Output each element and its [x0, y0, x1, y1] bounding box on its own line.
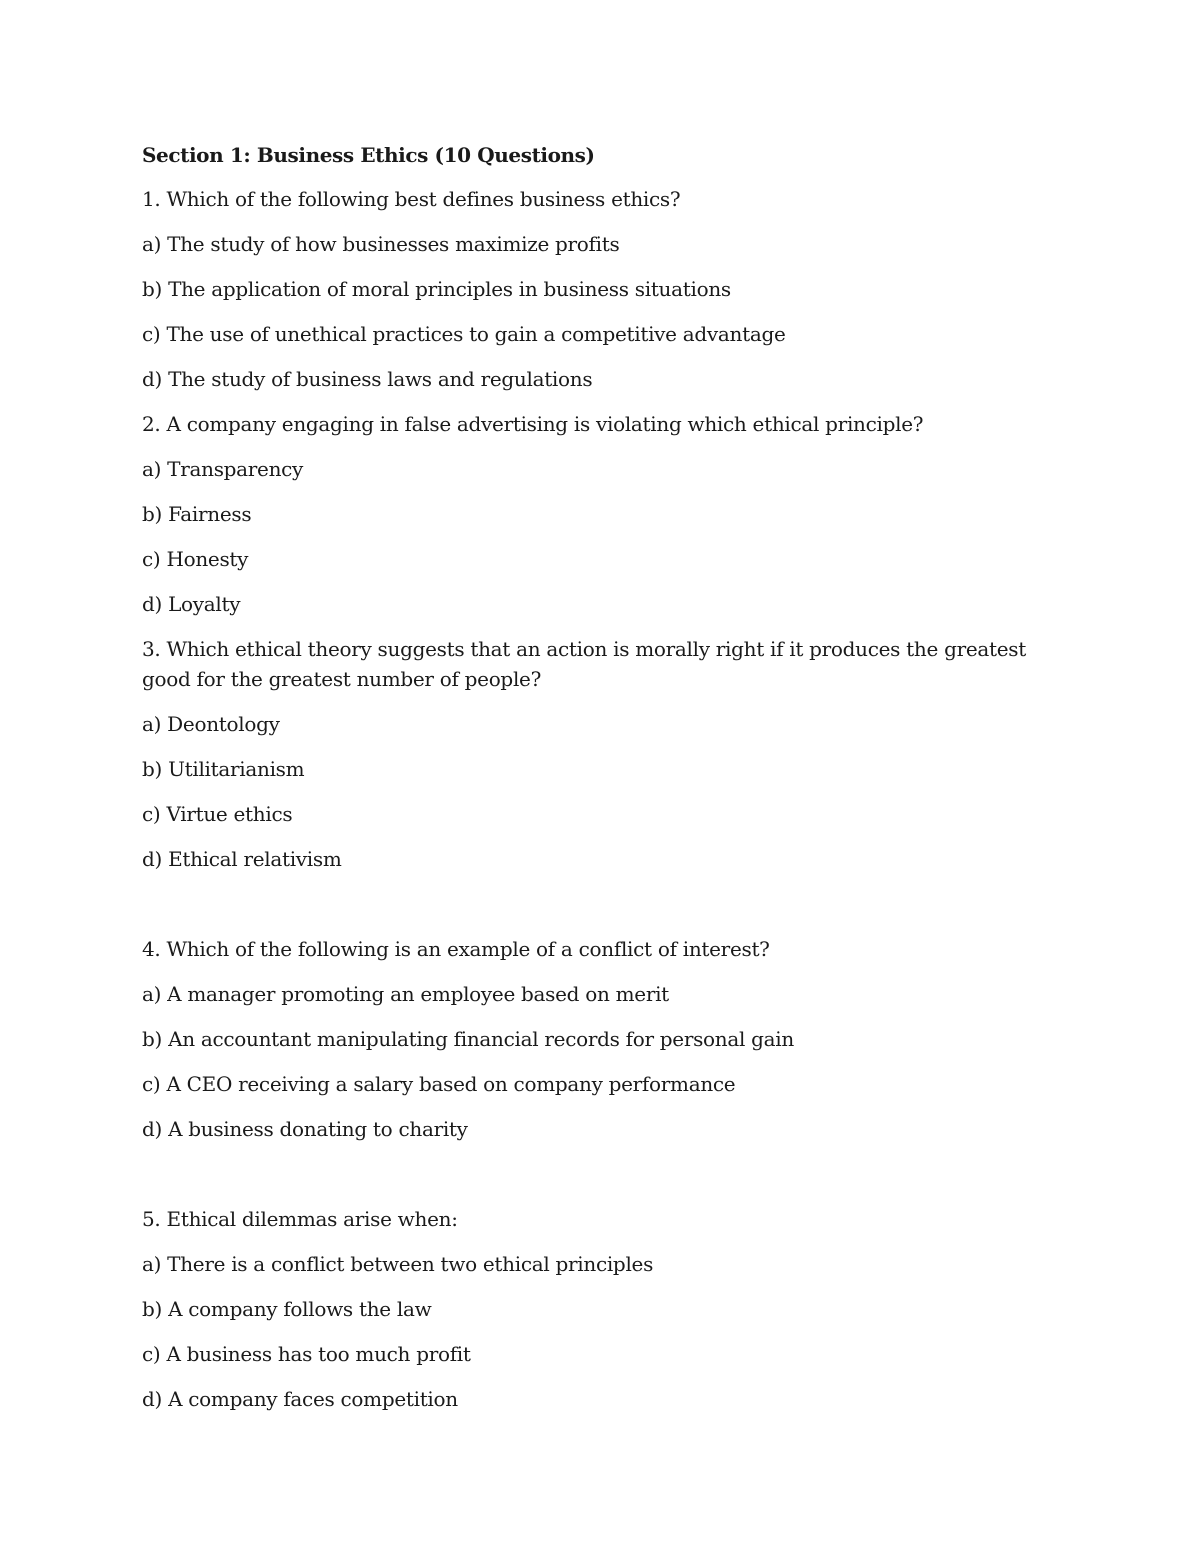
document-content — [142, 140, 1042, 1429]
answer-option: c) Honesty — [142, 547, 249, 571]
question-block — [142, 634, 1042, 874]
answer-option: a) The study of how businesses maximize profits — [142, 232, 620, 256]
question-block — [142, 934, 1042, 1144]
question-text: 4. Which of the following is an example of a conflict of interest? — [142, 937, 770, 961]
section-title: Section 1: Business Ethics (10 Questions) — [142, 143, 595, 167]
question-text: 5. Ethical dilemmas arise when: — [142, 1207, 458, 1231]
answer-option: a) Transparency — [142, 457, 304, 481]
answer-option: a) Deontology — [142, 712, 280, 736]
answer-option: d) Loyalty — [142, 592, 241, 616]
answer-option: b) A company follows the law — [142, 1297, 432, 1321]
answer-option: d) A company faces competition — [142, 1387, 458, 1411]
answer-option: c) A business has too much profit — [142, 1342, 471, 1366]
question-block — [142, 409, 1042, 619]
answer-option: c) Virtue ethics — [142, 802, 293, 826]
answer-option: c) The use of unethical practices to gain a competitive advantage — [142, 322, 786, 346]
answer-option: b) The application of moral principles in business situations — [142, 277, 731, 301]
question-text: 2. A company engaging in false advertising is violating which ethical principle? — [142, 412, 924, 436]
question-block — [142, 184, 1042, 394]
answer-option: b) An accountant manipulating financial records for personal gain — [142, 1027, 794, 1051]
blank-line — [142, 889, 1042, 934]
question-text: 1. Which of the following best defines business ethics? — [142, 187, 681, 211]
answer-option: d) Ethical relativism — [142, 847, 342, 871]
question-block — [142, 1204, 1042, 1414]
answer-option: a) There is a conflict between two ethical principles — [142, 1252, 654, 1276]
answer-option: c) A CEO receiving a salary based on company performance — [142, 1072, 736, 1096]
answer-option: b) Utilitarianism — [142, 757, 305, 781]
blank-line — [142, 1159, 1042, 1204]
answer-option: a) A manager promoting an employee based on merit — [142, 982, 669, 1006]
answer-option: b) Fairness — [142, 502, 252, 526]
answer-option: d) The study of business laws and regulations — [142, 367, 593, 391]
question-text: 3. Which ethical theory suggests that an action is morally right if it produces the greatest good for the greatest number of people? — [142, 637, 1026, 691]
answer-option: d) A business donating to charity — [142, 1117, 468, 1141]
